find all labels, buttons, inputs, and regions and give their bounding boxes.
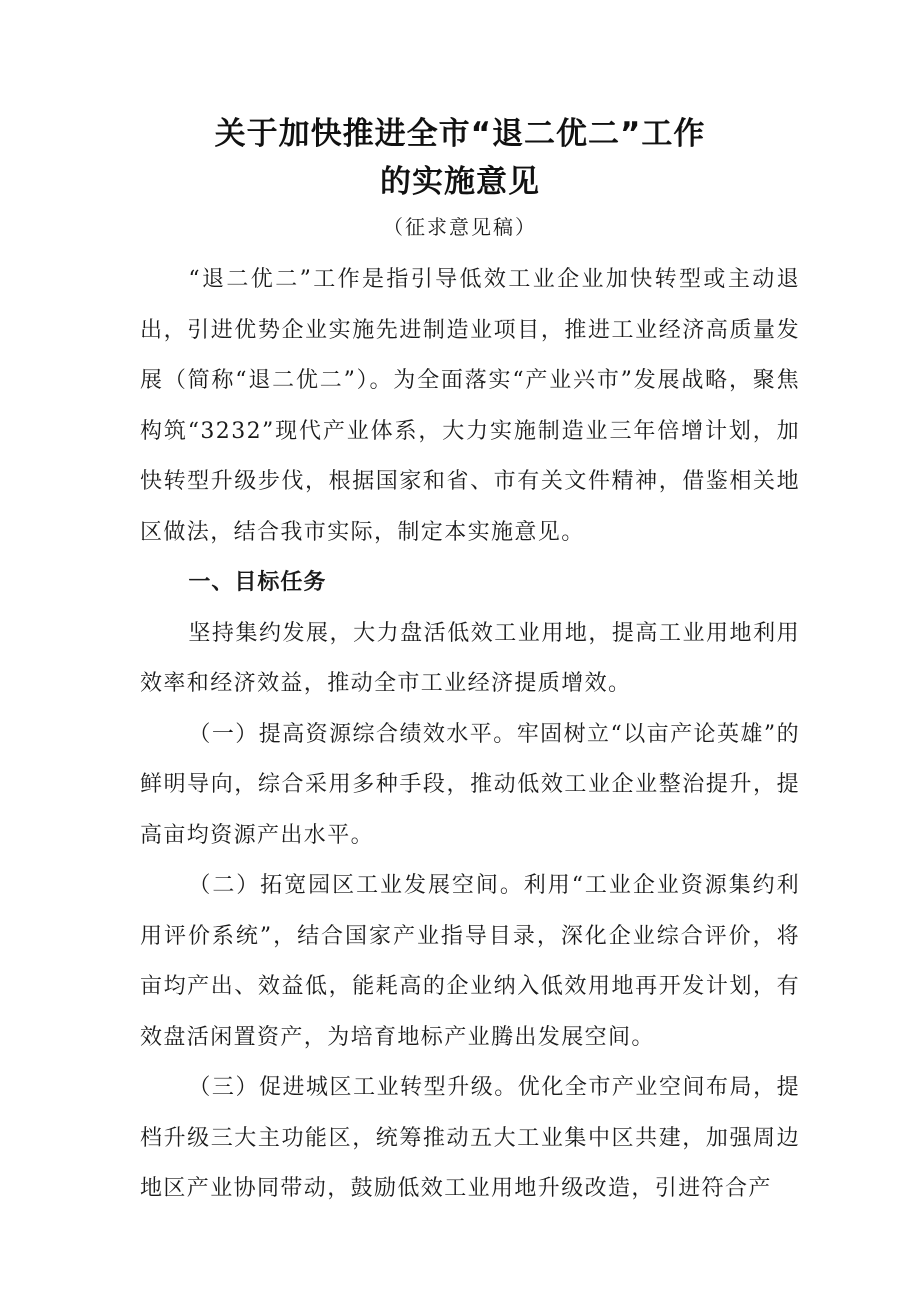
document-subtitle: （征求意见稿） [383,215,537,239]
section-heading-targets: 一、目标任务 [188,570,327,595]
section-intro-paragraph: 坚持集约发展，大力盘活低效工业用地，提高工业用地利用效率和经济效益，推动全市工业经济提质增效。 [140,620,800,696]
item-paragraph-1: （一）提高资源综合绩效水平。牢固树立“以亩产论英雄”的鲜明导向，综合采用多种手段，推动低效工业企业整治提升，提高亩均资源产出水平。 [140,721,800,848]
document-body [140,255,800,1215]
intro-paragraph: “退二优二”工作是指引导低效工业企业加快转型或主动退出，引进优势企业实施先进制造业项目，推进工业经济高质量发展（简称“退二优二”）。为全面落实“产业兴市”发展战略，聚焦构筑“3232”现代产业体系，大力实施制造业三年倍增计划，加快转型升级步伐，根据国家和省、市有关文件精神，借鉴相关地区做法，结合我市实际，制定本实施意见。 [140,267,800,545]
item-paragraph-3: （三）促进城区工业转型升级。优化全市产业空间布局，提档升级三大主功能区，统筹推动五大工业集中区共建，加强周边地区产业协同带动，鼓励低效工业用地升级改造，引进符合产 [140,1075,800,1201]
item-paragraph-2: （二）拓宽园区工业发展空间。利用“工业企业资源集约利用评价系统”，结合国家产业指导目录，深化企业综合评价，将亩均产出、效益低，能耗高的企业纳入低效用地再开发计划，有效盘活闲置资产，为培育地标产业腾出发展空间。 [140,873,800,1050]
document-title-line-2: 的实施意见 [380,164,540,200]
document-title-line-1: 关于加快推进全市“退二优二”工作 [214,116,706,152]
